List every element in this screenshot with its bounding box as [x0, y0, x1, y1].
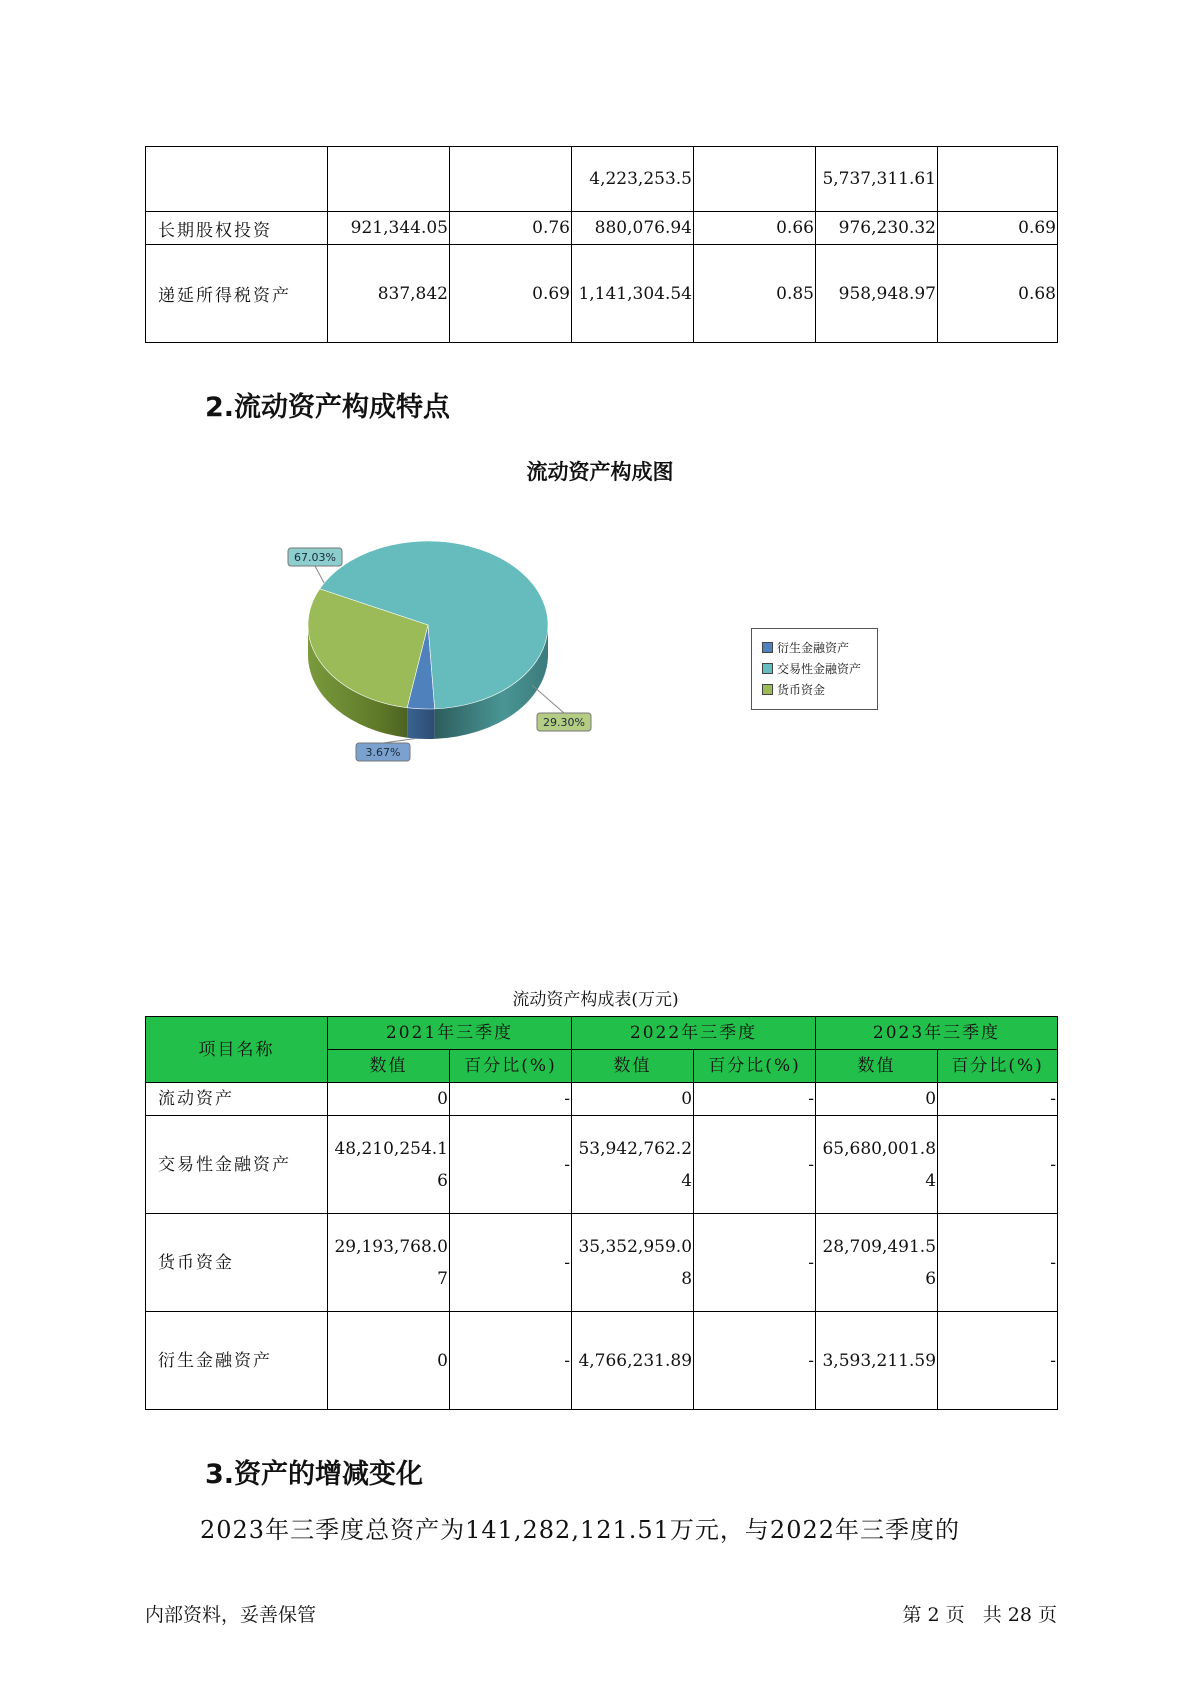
legend-swatch — [762, 642, 773, 653]
table-cell: 837,842 — [328, 245, 450, 343]
table-cell: - — [694, 1083, 816, 1116]
data-label: 3.67% — [365, 746, 401, 759]
table-cell: - — [938, 1083, 1058, 1116]
table-cell: 976,230.32 — [816, 212, 938, 245]
table-cell: 65,680,001.84 — [816, 1116, 938, 1214]
row-label: 递延所得税资产 — [146, 245, 328, 343]
table-cell: 53,942,762.24 — [572, 1116, 694, 1214]
table-cell: 5,737,311.61 — [816, 147, 938, 212]
table-cell: 1,141,304.54 — [572, 245, 694, 343]
table-cell: 0.68 — [938, 245, 1058, 343]
table-cell: - — [694, 1116, 816, 1214]
label-leader-line — [532, 685, 564, 713]
row-label: 长期股权投资 — [146, 212, 328, 245]
data-label: 67.03% — [294, 551, 336, 564]
section-heading: 2.流动资产构成特点 — [205, 392, 451, 423]
table-caption: 流动资产构成表(万元) — [512, 990, 679, 1010]
row-label: 流动资产 — [146, 1083, 328, 1116]
footer-confidential: 内部资料，妥善保管 — [145, 1604, 317, 1626]
table-cell: - — [450, 1214, 572, 1312]
table-cell: 0.69 — [938, 212, 1058, 245]
table-cell: 29,193,768.07 — [328, 1214, 450, 1312]
table-cell: 0.66 — [694, 212, 816, 245]
table-cell: - — [938, 1116, 1058, 1214]
table-row — [146, 1116, 1058, 1214]
header-period: 2023年三季度 — [816, 1017, 1058, 1050]
table-cell: 0 — [816, 1083, 938, 1116]
table-cell: - — [450, 1083, 572, 1116]
row-label: 衍生金融资产 — [146, 1312, 328, 1410]
legend-item — [762, 660, 861, 676]
table-cell: 0 — [328, 1312, 450, 1410]
table-cell: 3,593,211.59 — [816, 1312, 938, 1410]
chart-legend — [751, 628, 878, 710]
legend-label: 衍生金融资产 — [777, 640, 850, 655]
header-percent: 百分比(%) — [694, 1050, 816, 1083]
table-row — [146, 1312, 1058, 1410]
pie-side-1 — [407, 708, 435, 739]
table-cell: 4,223,253.5 — [572, 147, 694, 212]
pie-slices — [308, 541, 548, 709]
label-leader-line — [315, 566, 324, 583]
table-cell: - — [694, 1312, 816, 1410]
legend-swatch — [762, 684, 773, 695]
legend-item — [762, 681, 825, 697]
legend-swatch — [762, 663, 773, 674]
header-percent: 百分比(%) — [938, 1050, 1058, 1083]
table-cell: 0 — [572, 1083, 694, 1116]
table-cell: - — [938, 1214, 1058, 1312]
table-cell: 48,210,254.16 — [328, 1116, 450, 1214]
data-label: 29.30% — [543, 716, 585, 729]
table-cell: - — [694, 1214, 816, 1312]
table-cell: 921,344.05 — [328, 212, 450, 245]
table-cell: 0.76 — [450, 212, 572, 245]
table-cell: - — [450, 1116, 572, 1214]
table-cell: 35,352,959.08 — [572, 1214, 694, 1312]
header-item-name: 项目名称 — [146, 1017, 328, 1083]
table-row — [146, 1214, 1058, 1312]
table-cell: 0.69 — [450, 245, 572, 343]
table-cell: - — [938, 1312, 1058, 1410]
table-row — [146, 1083, 1058, 1116]
header-period: 2022年三季度 — [572, 1017, 816, 1050]
legend-item — [762, 639, 849, 655]
legend-label: 货币资金 — [777, 682, 826, 697]
legend-label: 交易性金融资产 — [777, 661, 862, 676]
pie-chart — [0, 0, 1191, 800]
table-cell: 0.85 — [694, 245, 816, 343]
table-cell: - — [450, 1312, 572, 1410]
table-cell: 958,948.97 — [816, 245, 938, 343]
footer-page-number: 第 2 页 共 28 页 — [902, 1604, 1057, 1626]
table-cell: 880,076.94 — [572, 212, 694, 245]
section-heading: 3.资产的增减变化 — [205, 1459, 424, 1490]
body-paragraph: 2023年三季度总资产为141,282,121.51万元，与2022年三季度的 — [200, 1516, 961, 1544]
header-value: 数值 — [816, 1050, 938, 1083]
chart-title: 流动资产构成图 — [526, 460, 674, 484]
header-value: 数值 — [572, 1050, 694, 1083]
header-percent: 百分比(%) — [450, 1050, 572, 1083]
table-cell: 0 — [328, 1083, 450, 1116]
table-cell: 4,766,231.89 — [572, 1312, 694, 1410]
header-row — [146, 1017, 1058, 1050]
header-value: 数值 — [328, 1050, 450, 1083]
current-assets-table — [145, 1016, 1058, 1410]
row-label: 交易性金融资产 — [146, 1116, 328, 1214]
table-cell: 28,709,491.56 — [816, 1214, 938, 1312]
header-period: 2021年三季度 — [328, 1017, 572, 1050]
label-leader-line — [383, 739, 415, 743]
row-label: 货币资金 — [146, 1214, 328, 1312]
